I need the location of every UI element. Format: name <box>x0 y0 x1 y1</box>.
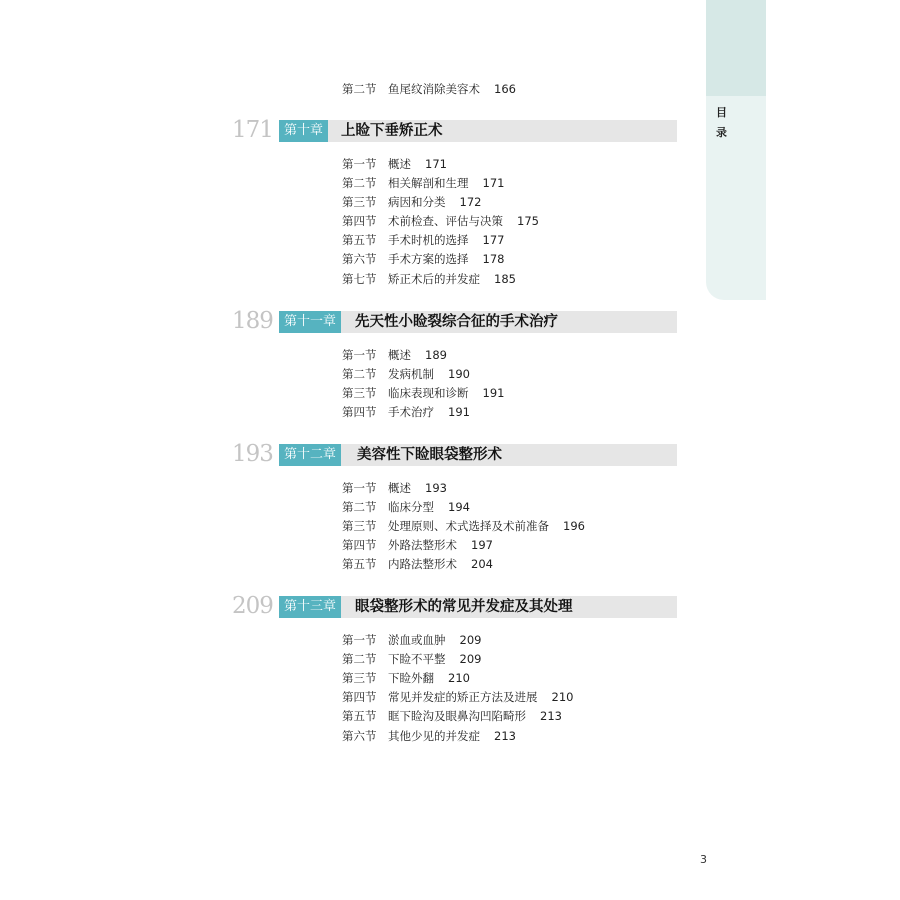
toc-entry[interactable] <box>342 348 447 362</box>
toc-entry[interactable] <box>342 405 470 419</box>
section-title: 概述 <box>388 481 411 495</box>
toc-entry[interactable] <box>342 557 493 571</box>
section-number: 第一节 <box>342 348 377 362</box>
section-number: 第六节 <box>342 729 377 743</box>
section-number: 第一节 <box>342 481 377 495</box>
section-page: 178 <box>482 252 505 266</box>
side-tab-label-lu: 录 <box>716 126 727 139</box>
section-number: 第五节 <box>342 233 377 247</box>
chapter-label: 第十一章 <box>279 311 341 333</box>
section-page: 191 <box>448 405 470 419</box>
chapter-title: 先天性小睑裂综合征的手术治疗 <box>355 314 558 330</box>
section-number: 第二节 <box>342 500 377 514</box>
section-title: 手术时机的选择 <box>388 233 469 247</box>
chapter-bar <box>279 596 677 618</box>
section-page: 210 <box>551 690 574 704</box>
side-tab-top-block <box>706 0 766 96</box>
section-number: 第四节 <box>342 538 377 552</box>
section-number: 第七节 <box>342 272 377 286</box>
toc-side-tab <box>706 0 766 300</box>
toc-entry[interactable] <box>342 500 470 514</box>
section-number: 第五节 <box>342 709 377 723</box>
section-number: 第四节 <box>342 405 377 419</box>
section-title: 概述 <box>388 157 411 171</box>
section-title: 发病机制 <box>388 367 434 381</box>
section-page: 189 <box>425 348 447 362</box>
section-page: 171 <box>482 176 505 190</box>
section-title: 下睑不平整 <box>388 652 446 666</box>
section-title: 内路法整形术 <box>388 557 457 571</box>
section-number: 第二节 <box>342 367 377 381</box>
section-title: 眶下睑沟及眼鼻沟凹陷畸形 <box>388 709 526 723</box>
chapter-label: 第十三章 <box>279 596 341 618</box>
section-number: 第四节 <box>342 690 377 704</box>
section-title: 手术方案的选择 <box>388 252 469 266</box>
section-page: 209 <box>459 652 482 666</box>
section-number: 第六节 <box>342 252 377 266</box>
section-page: 210 <box>448 671 470 685</box>
section-number: 第二节 <box>342 82 377 96</box>
chapter-title: 美容性下睑眼袋整形术 <box>357 447 502 463</box>
chapter-page: 209 <box>232 593 273 619</box>
toc-entry[interactable] <box>342 633 481 647</box>
section-number: 第三节 <box>342 195 377 209</box>
toc-entry[interactable] <box>342 538 493 552</box>
section-title: 概述 <box>388 348 411 362</box>
section-title: 病因和分类 <box>388 195 446 209</box>
section-number: 第四节 <box>342 214 377 228</box>
section-page: 197 <box>471 538 493 552</box>
chapter-bar <box>279 444 677 466</box>
section-page: 194 <box>448 500 470 514</box>
toc-entry[interactable] <box>342 386 504 400</box>
page-number: 3 <box>700 853 707 866</box>
section-title: 常见并发症的矫正方法及进展 <box>388 690 538 704</box>
section-title: 术前检查、评估与决策 <box>388 214 503 228</box>
section-title: 下睑外翻 <box>388 671 434 685</box>
chapter-label: 第十二章 <box>279 444 341 466</box>
section-title: 临床分型 <box>388 500 434 514</box>
chapter-page: 193 <box>232 441 273 467</box>
section-number: 第二节 <box>342 652 377 666</box>
chapter-label: 第十章 <box>279 120 328 142</box>
section-title: 处理原则、术式选择及术前准备 <box>388 519 549 533</box>
toc-entry[interactable] <box>342 214 539 228</box>
section-page: 213 <box>494 729 516 743</box>
section-number: 第一节 <box>342 633 377 647</box>
section-number: 第三节 <box>342 386 377 400</box>
toc-entry[interactable] <box>342 195 481 209</box>
chapter-bar <box>279 311 677 333</box>
section-page: 190 <box>448 367 470 381</box>
chapter-title: 眼袋整形术的常见并发症及其处理 <box>355 599 573 615</box>
section-page: 177 <box>482 233 505 247</box>
chapter-title: 上睑下垂矫正术 <box>341 123 443 139</box>
toc-entry[interactable] <box>342 82 516 96</box>
section-title: 临床表现和诊断 <box>388 386 469 400</box>
section-title: 相关解剖和生理 <box>388 176 469 190</box>
section-title: 矫正术后的并发症 <box>388 272 480 286</box>
toc-entry[interactable] <box>342 690 573 704</box>
section-page: 185 <box>494 272 516 286</box>
toc-entry[interactable] <box>342 176 504 190</box>
toc-entry[interactable] <box>342 519 585 533</box>
toc-entry[interactable] <box>342 709 562 723</box>
chapter-bar <box>279 120 677 142</box>
chapter-page: 189 <box>232 308 273 334</box>
chapter-page: 171 <box>232 117 273 143</box>
section-title: 手术治疗 <box>388 405 434 419</box>
section-page: 166 <box>494 82 516 96</box>
section-page: 213 <box>540 709 562 723</box>
section-page: 172 <box>459 195 482 209</box>
toc-entry[interactable] <box>342 233 504 247</box>
section-title: 外路法整形术 <box>388 538 457 552</box>
toc-entry[interactable] <box>342 481 447 495</box>
section-title: 鱼尾纹消除美容术 <box>388 82 480 96</box>
section-page: 175 <box>517 214 539 228</box>
section-page: 191 <box>482 386 505 400</box>
section-page: 209 <box>459 633 482 647</box>
section-page: 171 <box>425 157 447 171</box>
section-title: 淤血或血肿 <box>388 633 446 647</box>
toc-entry[interactable] <box>342 252 504 266</box>
section-number: 第三节 <box>342 519 377 533</box>
section-page: 193 <box>425 481 447 495</box>
section-number: 第三节 <box>342 671 377 685</box>
section-number: 第二节 <box>342 176 377 190</box>
side-tab-label-mu: 目 <box>716 106 727 119</box>
section-number: 第一节 <box>342 157 377 171</box>
toc-entry[interactable] <box>342 157 447 171</box>
section-page: 204 <box>471 557 493 571</box>
section-page: 196 <box>563 519 585 533</box>
toc-entry[interactable] <box>342 729 516 743</box>
section-number: 第五节 <box>342 557 377 571</box>
section-title: 其他少见的并发症 <box>388 729 480 743</box>
toc-entry[interactable] <box>342 367 470 381</box>
toc-entry[interactable] <box>342 671 470 685</box>
toc-entry[interactable] <box>342 652 481 666</box>
toc-entry[interactable] <box>342 272 516 286</box>
